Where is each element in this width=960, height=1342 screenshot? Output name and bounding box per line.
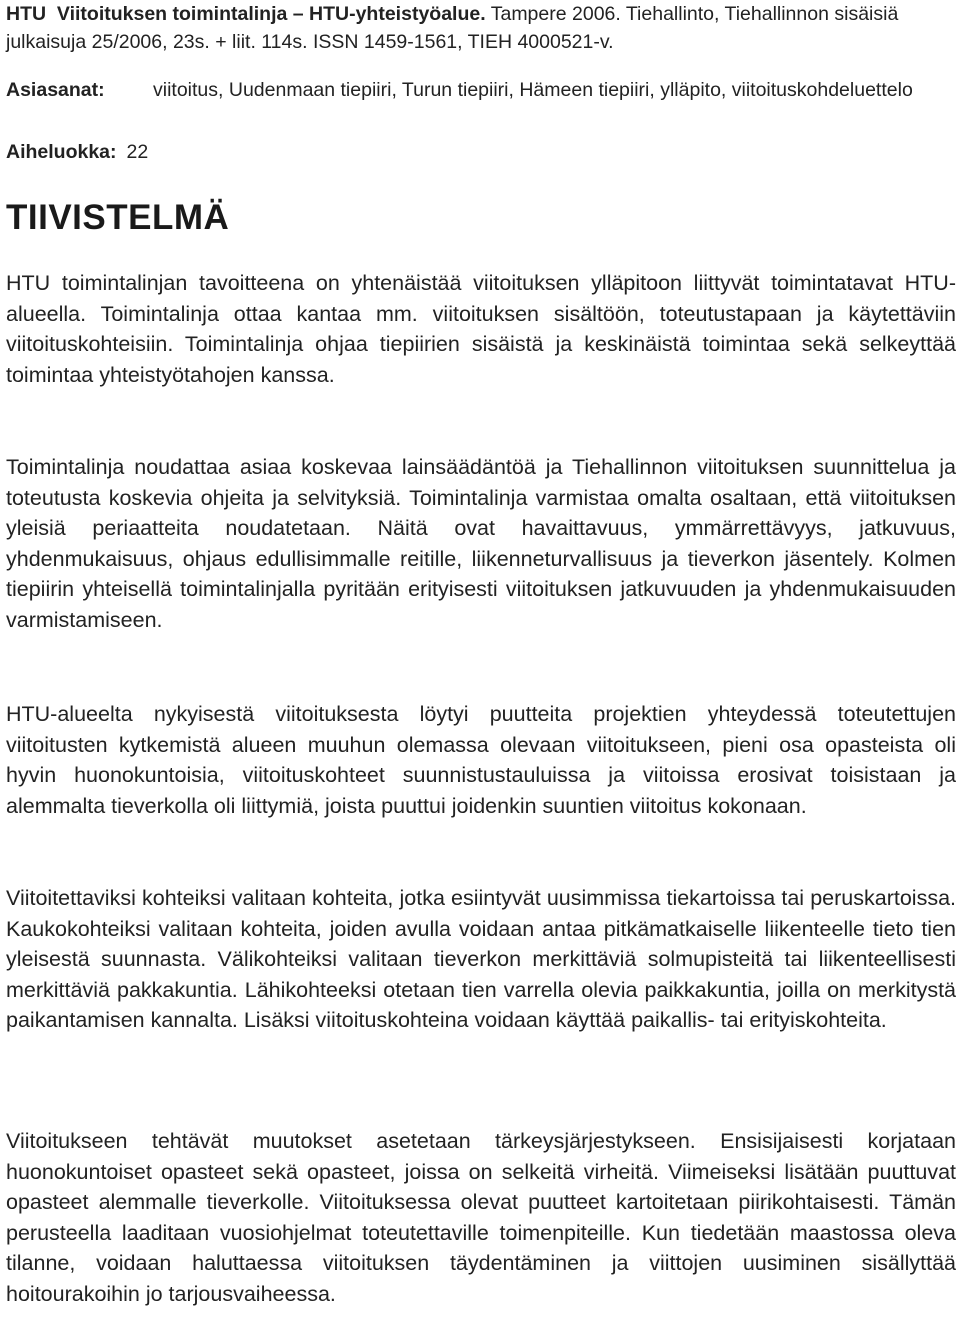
subject-class-value: 22 (126, 141, 149, 163)
keywords-value: viitoitus, Uudenmaan tiepiiri, Turun tiepiiri, Hämeen tiepiiri, ylläpito, viitoituskohdeluettelo (153, 79, 913, 101)
keywords-label: Asiasanat: (6, 79, 105, 101)
bibliographic-reference (6, 0, 956, 56)
abstract-paragraph-2: Toimintalinja noudattaa asiaa koskevaa lainsäädäntöä ja Tiehallinnon viitoituksen suunnittelua ja toteutusta koskevia ohjeita ja selvityksiä. Toimintalinja varmistaa omalta osaltaan, että viitoituksen yleisiä periaatteita noudatetaan. Näitä ovat havaittavuus, ymmärrettävyys, jatkuvuus, yhdenmukaisuus, ohjaus edullisimmalle reitille, liikenneturvallisuus ja tieverkon jäsentely. Kolmen tiepiirin yhteisellä toimintalinjalla pyritään erityisesti viitoituksen jatkuvuuden ja yhdenmukaisuuden varmistamiseen. (6, 455, 956, 632)
publication-details: Tampere 2006. Tiehallinto, Tiehallinnon sisäisiä julkaisuja 25/2006, 23s. + liit. 114s. ISSN 1459-1561, TIEH 4000521-v. (6, 3, 899, 53)
subject-class-block (6, 138, 148, 166)
keywords-block (6, 76, 956, 104)
abstract-paragraph-1: HTU toimintalinjan tavoitteena on yhtenäistää viitoituksen ylläpitoon liittyvät toimintatavat HTU-alueella. Toimintalinja ottaa kantaa mm. viitoituksen sisältöön, toteutustapaan ja käytettäviin viitoituskohteisiin. Toimintalinja ohjaa tiepiirien sisäistä ja keskinäistä toimintaa sekä selkeyttää toimintaa yhteistyötahojen kanssa. (6, 271, 956, 387)
abstract-heading: TIIVISTELMÄ (6, 198, 230, 237)
abstract-paragraph-3: HTU-alueelta nykyisestä viitoituksesta löytyi puutteita projektien yhteydessä toteutettujen viitoitusten kytkemistä alueen muuhun olemassa olevaan viitoitukseen, pieni osa opasteista oli hyvin huonokuntoisia, viitoituskohteet suunnistustauluissa ja viitoissa erosivat toisistaan ja alemmalta tieverkolla oli liittymiä, joista puuttui joidenkin suuntien viitoitus kokonaan. (6, 702, 956, 818)
abstract-paragraph-5: Viitoitukseen tehtävät muutokset asetetaan tärkeysjärjestykseen. Ensisijaisesti korjataan huonokuntoiset opasteet sekä opasteet, joissa on selkeitä virheitä. Viimeiseksi lisätään puuttuvat opasteet alemmalle tieverkolle. Viitoituksessa olevat puutteet kartoitetaan piirikohtaisesti. Tämän perusteella laaditaan vuosiohjelmat toteutettaville toimenpiteille. Kun tiedetään maastossa oleva tilanne, voidaan haluttaessa viitoituksen täydentäminen ja viittojen uusiminen sisällyttää hoitourakoihin jo tarjousvaiheessa. (6, 1129, 956, 1306)
series-label: HTU (6, 3, 47, 25)
subject-class-label: Aiheluokka: (6, 141, 117, 163)
document-title: Viitoituksen toimintalinja – HTU-yhteistyöalue. (56, 3, 486, 25)
abstract-paragraph-4: Viitoitettaviksi kohteiksi valitaan kohteita, jotka esiintyvät uusimmissa tiekartoissa tai peruskartoissa. Kaukokohteiksi valitaan kohteita, joiden avulla voidaan antaa pitkämatkaiselle liikenteelle tieto tien yleisestä suunnasta. Välikohteiksi valitaan tieverkon merkittäviä solmupisteitä tai liikenteellisesti merkittäviä pakkakuntia. Lähikohteeksi otetaan tien varrella olevia paikkakuntia, joilla on merkitystä paikantamisen kannalta. Lisäksi viitoituskohteina voidaan käyttää paikallis- tai erityiskohteita. (6, 886, 956, 1033)
